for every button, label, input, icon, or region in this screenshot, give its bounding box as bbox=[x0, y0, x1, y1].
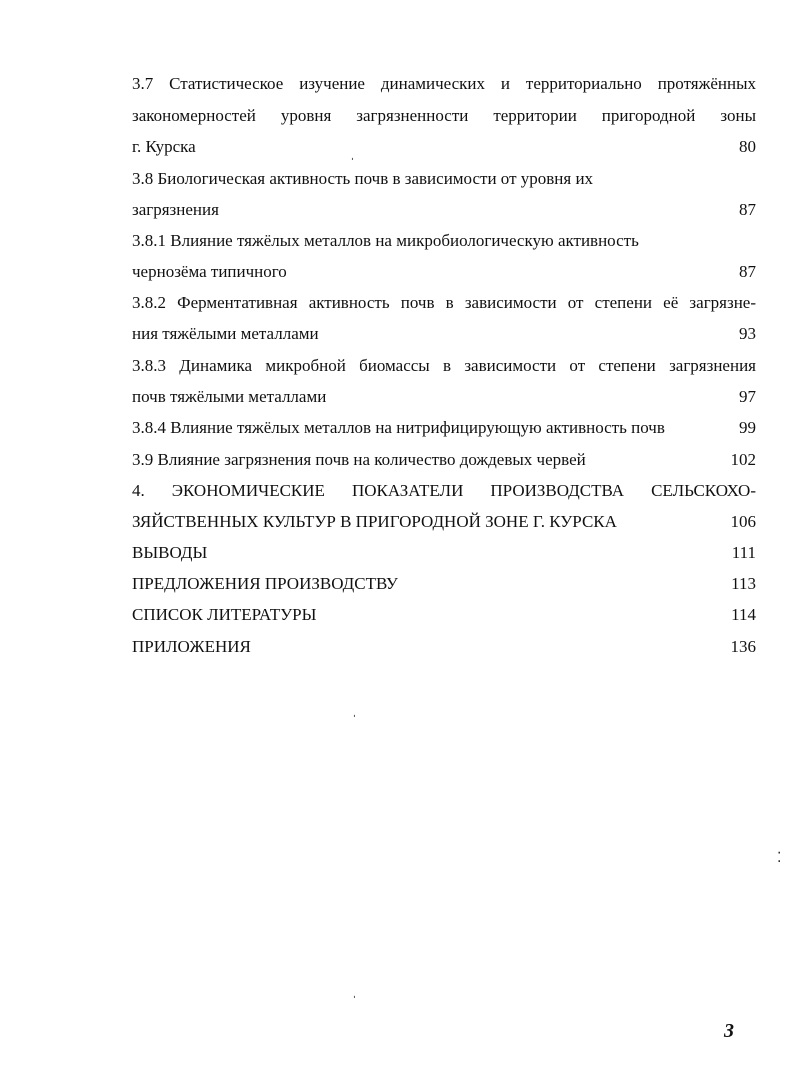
toc-entry-4-line-2 bbox=[132, 511, 756, 533]
toc-page-number: 99 bbox=[739, 418, 756, 437]
scan-speck: ˌ bbox=[352, 984, 357, 999]
toc-entry-text: ВЫВОДЫ bbox=[132, 543, 208, 562]
toc-entry-text: почв тяжёлыми металлами bbox=[132, 387, 327, 406]
scan-speck: ˌ bbox=[352, 703, 357, 718]
toc-page-number: 80 bbox=[739, 137, 756, 156]
toc-entry-4-line-1: 4. ЭКОНОМИЧЕСКИЕ ПОКАЗАТЕЛИ ПРОИЗВОДСТВА СЕЛЬСКОХО- bbox=[132, 481, 756, 500]
toc-entry-3-8-4 bbox=[132, 417, 756, 439]
toc-entry-conclusions bbox=[132, 542, 756, 564]
toc-page-number: 106 bbox=[730, 512, 756, 531]
toc-entry-appendices bbox=[132, 636, 756, 658]
toc-entry-text: чернозёма типичного bbox=[132, 262, 287, 281]
toc-page-number: 97 bbox=[739, 387, 756, 406]
toc-entry-text: ПРЕДЛОЖЕНИЯ ПРОИЗВОДСТВУ bbox=[132, 574, 398, 593]
toc-entry-3-7-line-2: закономерностей уровня загрязненности территории пригородной зоны bbox=[132, 106, 756, 125]
toc-entry-text: 3.8.4 Влияние тяжёлых металлов на нитрифицирующую активность почв bbox=[132, 418, 665, 437]
toc-entry-3-8-line-2 bbox=[132, 199, 756, 221]
toc-page-number: 136 bbox=[730, 637, 756, 656]
toc-page-number: 93 bbox=[739, 324, 756, 343]
toc-entry-3-8-1-line-2 bbox=[132, 261, 756, 283]
toc-entry-3-8-3-line-2 bbox=[132, 386, 756, 408]
toc-entry-proposals bbox=[132, 573, 756, 595]
toc-entry-text: ПРИЛОЖЕНИЯ bbox=[132, 637, 251, 656]
toc-entry-text: СПИСОК ЛИТЕРАТУРЫ bbox=[132, 605, 317, 624]
toc-page-number: 102 bbox=[730, 450, 756, 469]
scan-speck: ˌ bbox=[350, 146, 355, 161]
scan-speck: ⁚ bbox=[777, 851, 782, 866]
toc-entry-3-8-2-line-2 bbox=[132, 323, 756, 345]
toc-entry-references bbox=[132, 604, 756, 626]
toc-page-number: 114 bbox=[731, 605, 756, 624]
toc-page-number: 87 bbox=[739, 200, 756, 219]
toc-entry-3-8-2-line-1: 3.8.2 Ферментативная активность почв в зависимости от степени её загрязне- bbox=[132, 293, 756, 312]
toc-entry-3-8-3-line-1: 3.8.3 Динамика микробной биомассы в зависимости от степени загрязнения bbox=[132, 356, 756, 375]
toc-entry-text: загрязнения bbox=[132, 200, 219, 219]
toc-entry-text: ЗЯЙСТВЕННЫХ КУЛЬТУР В ПРИГОРОДНОЙ ЗОНЕ Г. КУРСКА bbox=[132, 512, 617, 531]
toc-entry-text: 3.9 Влияние загрязнения почв на количество дождевых червей bbox=[132, 450, 586, 469]
toc-page-number: 111 bbox=[731, 543, 756, 562]
toc-entry-text: ния тяжёлыми металлами bbox=[132, 324, 319, 343]
toc-page-number: 113 bbox=[731, 574, 756, 593]
toc-entry-3-8-1-line-1: 3.8.1 Влияние тяжёлых металлов на микробиологическую активность bbox=[132, 231, 639, 250]
page-number: 3 bbox=[724, 1020, 734, 1042]
toc-entry-3-9 bbox=[132, 449, 756, 471]
toc-page-number: 87 bbox=[739, 262, 756, 281]
toc-entry-text: г. Курска bbox=[132, 137, 196, 156]
toc-entry-3-7-line-1: 3.7 Статистическое изучение динамических и территориально протяжённых bbox=[132, 74, 756, 93]
toc-entry-3-7-line-3 bbox=[132, 136, 756, 158]
toc-entry-3-8-line-1: 3.8 Биологическая активность почв в зависимости от уровня их bbox=[132, 169, 594, 188]
